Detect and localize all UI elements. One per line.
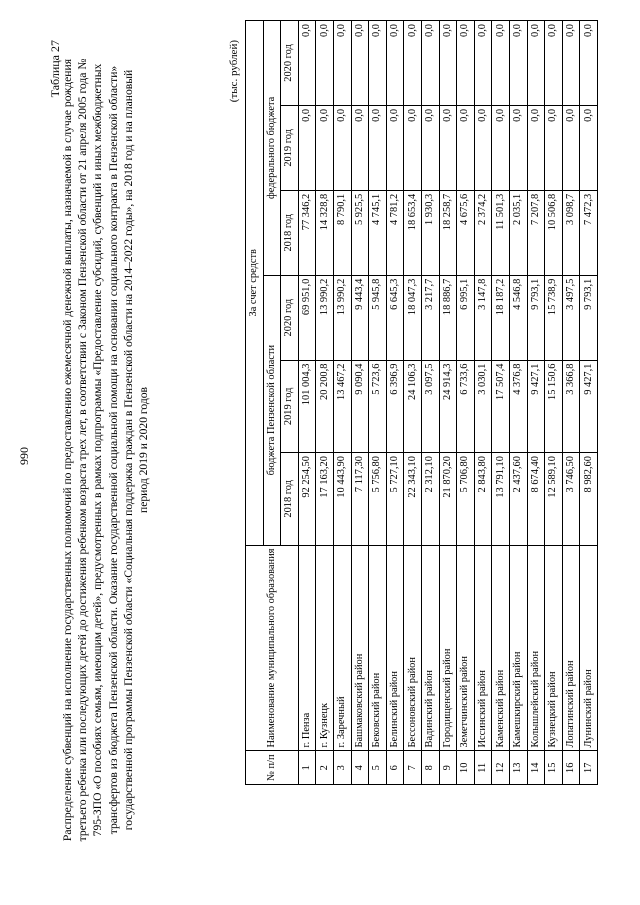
- table-row: [316, 21, 334, 785]
- table-row: [474, 21, 492, 785]
- header-federal: федерального бюджета: [263, 21, 281, 276]
- amount-cell: 0,0: [404, 21, 422, 106]
- table-row: [509, 21, 527, 785]
- amount-cell: 13 990,2: [316, 275, 334, 360]
- amount-cell: 9 793,1: [527, 275, 545, 360]
- table-row: [527, 21, 545, 785]
- amount-cell: 13 467,2: [333, 360, 351, 452]
- municipality-name: Камешкирский район: [509, 545, 527, 751]
- amount-cell: 3 030,1: [474, 360, 492, 452]
- table-row: [369, 21, 387, 785]
- amount-cell: 7 472,3: [580, 190, 598, 275]
- amount-cell: 0,0: [386, 105, 404, 190]
- amount-cell: 6 645,3: [386, 275, 404, 360]
- amount-cell: 0,0: [421, 105, 439, 190]
- header-year: 2020 год: [281, 21, 299, 106]
- amount-cell: 18 047,3: [404, 275, 422, 360]
- municipality-name: Земетчинский район: [457, 545, 475, 751]
- amount-cell: 0,0: [562, 21, 580, 106]
- table-row: [492, 21, 510, 785]
- amount-cell: 0,0: [457, 105, 475, 190]
- amount-cell: 8 674,40: [527, 453, 545, 545]
- amount-cell: 2 374,2: [474, 190, 492, 275]
- amount-cell: 69 951,0: [298, 275, 316, 360]
- amount-cell: 3 217,7: [421, 275, 439, 360]
- amount-cell: 0,0: [474, 105, 492, 190]
- amount-cell: 0,0: [298, 21, 316, 106]
- municipality-name: Колышлейский район: [527, 545, 545, 751]
- amount-cell: 0,0: [562, 105, 580, 190]
- amount-cell: 21 870,20: [439, 453, 457, 545]
- table-row: [545, 21, 563, 785]
- amount-cell: 5 706,80: [457, 453, 475, 545]
- municipality-name: Бековский район: [369, 545, 387, 751]
- amount-cell: 0,0: [527, 105, 545, 190]
- table-row: [404, 21, 422, 785]
- page-number: 990: [17, 447, 31, 465]
- amount-cell: 0,0: [351, 105, 369, 190]
- table-row: [386, 21, 404, 785]
- amount-cell: 12 589,10: [545, 453, 563, 545]
- header-year: 2019 год: [281, 360, 299, 452]
- amount-cell: 11 501,3: [492, 190, 510, 275]
- amount-cell: 0,0: [369, 21, 387, 106]
- amount-cell: 5 756,80: [369, 453, 387, 545]
- header-name: Наименование муниципального образования: [246, 545, 299, 751]
- amount-cell: 2 035,1: [509, 190, 527, 275]
- table-row: [580, 21, 598, 785]
- header-year: 2018 год: [281, 453, 299, 545]
- row-number: 8: [421, 751, 439, 785]
- header-year: 2018 год: [281, 190, 299, 275]
- amount-cell: 0,0: [580, 21, 598, 106]
- amount-cell: 17 163,20: [316, 453, 334, 545]
- amount-cell: 5 945,8: [369, 275, 387, 360]
- amount-cell: 6 396,9: [386, 360, 404, 452]
- row-number: 7: [404, 751, 422, 785]
- municipality-name: Вадинский район: [421, 545, 439, 751]
- amount-cell: 4 675,6: [457, 190, 475, 275]
- distribution-table: [245, 20, 598, 785]
- amount-cell: 0,0: [492, 21, 510, 106]
- amount-cell: 8 982,60: [580, 453, 598, 545]
- municipality-name: Городищенский район: [439, 545, 457, 751]
- amount-cell: 5 723,6: [369, 360, 387, 452]
- municipality-name: Белинский район: [386, 545, 404, 751]
- amount-cell: 18 653,4: [404, 190, 422, 275]
- amount-cell: 3 746,50: [562, 453, 580, 545]
- amount-cell: 0,0: [351, 21, 369, 106]
- header-year: 2019 год: [281, 105, 299, 190]
- row-number: 14: [527, 751, 545, 785]
- amount-cell: 10 443,90: [333, 453, 351, 545]
- row-number: 9: [439, 751, 457, 785]
- row-number: 5: [369, 751, 387, 785]
- amount-cell: 4 781,2: [386, 190, 404, 275]
- amount-cell: 4 376,8: [509, 360, 527, 452]
- table-row: [333, 21, 351, 785]
- row-number: 2: [316, 751, 334, 785]
- amount-cell: 0,0: [545, 105, 563, 190]
- amount-cell: 9 443,4: [351, 275, 369, 360]
- amount-cell: 15 150,6: [545, 360, 563, 452]
- row-number: 10: [457, 751, 475, 785]
- amount-cell: 22 343,10: [404, 453, 422, 545]
- amount-cell: 4 546,8: [509, 275, 527, 360]
- municipality-name: Башмаковский район: [351, 545, 369, 751]
- amount-cell: 20 200,8: [316, 360, 334, 452]
- municipality-name: Бессоновский район: [404, 545, 422, 751]
- amount-cell: 3 147,8: [474, 275, 492, 360]
- amount-cell: 15 738,9: [545, 275, 563, 360]
- amount-cell: 5 925,5: [351, 190, 369, 275]
- table-row: [421, 21, 439, 785]
- amount-cell: 0,0: [369, 105, 387, 190]
- municipality-name: Кузнецкий район: [545, 545, 563, 751]
- amount-cell: 6 995,1: [457, 275, 475, 360]
- municipality-name: г. Кузнецк: [316, 545, 334, 751]
- amount-cell: 24 914,3: [439, 360, 457, 452]
- row-number: 3: [333, 751, 351, 785]
- amount-cell: 0,0: [298, 105, 316, 190]
- amount-cell: 0,0: [492, 105, 510, 190]
- units-label: (тыс. рублей): [228, 40, 240, 103]
- amount-cell: 2 312,10: [421, 453, 439, 545]
- amount-cell: 18 258,7: [439, 190, 457, 275]
- municipality-name: Иссинский район: [474, 545, 492, 751]
- amount-cell: 5 727,10: [386, 453, 404, 545]
- amount-cell: 0,0: [509, 21, 527, 106]
- header-year: 2020 год: [281, 275, 299, 360]
- municipality-name: Каменский район: [492, 545, 510, 751]
- amount-cell: 18 187,2: [492, 275, 510, 360]
- amount-cell: 9 793,1: [580, 275, 598, 360]
- amount-cell: 3 497,5: [562, 275, 580, 360]
- table-row: [439, 21, 457, 785]
- amount-cell: 8 790,1: [333, 190, 351, 275]
- amount-cell: 1 930,3: [421, 190, 439, 275]
- table-row: [562, 21, 580, 785]
- amount-cell: 24 106,3: [404, 360, 422, 452]
- amount-cell: 13 990,2: [333, 275, 351, 360]
- row-number: 4: [351, 751, 369, 785]
- amount-cell: 3 098,7: [562, 190, 580, 275]
- row-number: 13: [509, 751, 527, 785]
- row-number: 11: [474, 751, 492, 785]
- amount-cell: 2 843,80: [474, 453, 492, 545]
- amount-cell: 0,0: [545, 21, 563, 106]
- amount-cell: 9 090,4: [351, 360, 369, 452]
- amount-cell: 9 427,1: [580, 360, 598, 452]
- amount-cell: 0,0: [527, 21, 545, 106]
- amount-cell: 0,0: [386, 21, 404, 106]
- amount-cell: 3 366,8: [562, 360, 580, 452]
- amount-cell: 9 427,1: [527, 360, 545, 452]
- table-row: [298, 21, 316, 785]
- municipality-name: Лопатинский район: [562, 545, 580, 751]
- amount-cell: 7 207,8: [527, 190, 545, 275]
- amount-cell: 0,0: [333, 105, 351, 190]
- amount-cell: 0,0: [509, 105, 527, 190]
- amount-cell: 0,0: [421, 21, 439, 106]
- row-number: 6: [386, 751, 404, 785]
- amount-cell: 4 745,1: [369, 190, 387, 275]
- amount-cell: 0,0: [439, 105, 457, 190]
- row-number: 1: [298, 751, 316, 785]
- row-number: 12: [492, 751, 510, 785]
- amount-cell: 0,0: [333, 21, 351, 106]
- amount-cell: 92 254,50: [298, 453, 316, 545]
- municipality-name: Лунинский район: [580, 545, 598, 751]
- amount-cell: 0,0: [439, 21, 457, 106]
- amount-cell: 14 328,8: [316, 190, 334, 275]
- header-funding: За счет средств: [246, 21, 264, 546]
- amount-cell: 0,0: [580, 105, 598, 190]
- municipality-name: г. Пенза: [298, 545, 316, 751]
- amount-cell: 0,0: [404, 105, 422, 190]
- amount-cell: 3 097,5: [421, 360, 439, 452]
- amount-cell: 6 733,6: [457, 360, 475, 452]
- municipality-name: г. Заречный: [333, 545, 351, 751]
- row-number: 16: [562, 751, 580, 785]
- amount-cell: 0,0: [474, 21, 492, 106]
- header-num: № п/п: [246, 751, 299, 785]
- amount-cell: 0,0: [316, 21, 334, 106]
- table-number: Таблица 27: [48, 40, 62, 98]
- amount-cell: 7 117,30: [351, 453, 369, 545]
- table-title: Распределение субвенций на исполнение государственных полномочий по предоставлению ежемесячной денежной выплаты, назначаемой в случае рождения третьего ребенка или последующих детей до достижения ребенком возраста трех лет, в соответствии с Законом Пензенской области от 21 апреля 2005 года № 795-ЗПО «О пособиях семьям, имеющим детей», предусмотренных в рамках подпрограммы «Предоставление субсидий, субвенций и иных межбюджетных трансфертов из бюджета Пензенской области. Оказание государственной социальной помощи на основании социального контракта в Пензенской области» государственной программы Пензенской области «Социальная поддержка граждан в Пензенской области на 2014–2022 годы», на 2018 год и на плановый период 2019 и 2020 годов: [61, 58, 151, 842]
- amount-cell: 0,0: [316, 105, 334, 190]
- amount-cell: 18 886,7: [439, 275, 457, 360]
- amount-cell: 2 437,60: [509, 453, 527, 545]
- amount-cell: 17 507,4: [492, 360, 510, 452]
- row-number: 15: [545, 751, 563, 785]
- row-number: 17: [580, 751, 598, 785]
- amount-cell: 10 506,8: [545, 190, 563, 275]
- table-row: [457, 21, 475, 785]
- header-regional: бюджета Пензенской области: [263, 275, 281, 545]
- amount-cell: 0,0: [457, 21, 475, 106]
- amount-cell: 77 346,2: [298, 190, 316, 275]
- table-row: [351, 21, 369, 785]
- amount-cell: 13 791,10: [492, 453, 510, 545]
- table-body: [298, 21, 597, 785]
- amount-cell: 101 004,3: [298, 360, 316, 452]
